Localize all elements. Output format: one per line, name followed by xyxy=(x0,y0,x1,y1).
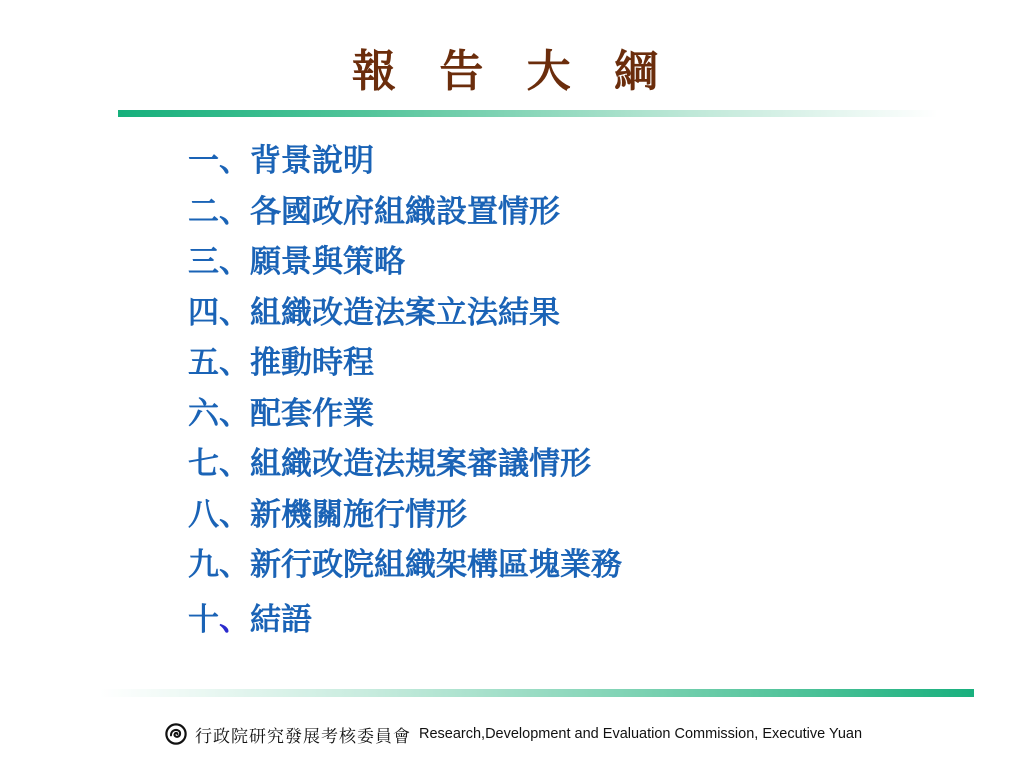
page-title: 報 告 大 綱 xyxy=(352,46,672,97)
outline-item xyxy=(188,288,622,339)
item-number: 三 xyxy=(188,244,219,280)
item-separator: 、 xyxy=(219,601,250,638)
outline-item xyxy=(188,540,622,591)
outline-item xyxy=(188,338,622,389)
outline-item xyxy=(188,187,622,238)
item-separator: 、 xyxy=(219,143,250,179)
item-text: 配套作業 xyxy=(250,395,374,432)
footer xyxy=(165,720,862,748)
item-number: 九 xyxy=(188,547,219,583)
item-separator: 、 xyxy=(219,395,250,432)
outline-item xyxy=(188,595,622,646)
item-text: 願景與策略 xyxy=(250,244,405,280)
item-separator: 、 xyxy=(219,294,250,331)
outline-item xyxy=(188,490,622,541)
item-separator: 、 xyxy=(219,446,250,482)
bottom-divider-bar xyxy=(100,689,974,697)
outline-item xyxy=(188,439,622,490)
top-divider-bar xyxy=(118,110,938,117)
outline-item xyxy=(188,389,622,440)
item-text: 推動時程 xyxy=(250,345,374,381)
item-separator: 、 xyxy=(219,496,250,533)
outline-item xyxy=(188,136,622,187)
item-number: 五 xyxy=(188,345,219,381)
item-text: 結語 xyxy=(250,601,312,638)
item-number: 二 xyxy=(188,193,219,230)
item-separator: 、 xyxy=(219,244,250,280)
item-text: 組織改造法案立法結果 xyxy=(250,294,560,331)
item-number: 七 xyxy=(188,446,219,482)
item-separator: 、 xyxy=(219,345,250,381)
item-text: 新行政院組織架構區塊業務 xyxy=(250,547,622,583)
outline-list xyxy=(188,136,622,645)
item-number: 八 xyxy=(188,496,219,533)
item-number: 四 xyxy=(188,294,219,331)
item-text: 新機關施行情形 xyxy=(250,496,467,533)
item-text: 背景說明 xyxy=(250,143,374,179)
item-separator: 、 xyxy=(219,547,250,583)
item-number: 十 xyxy=(188,601,219,638)
organization-name-chinese: 行政院研究發展考核委員會 xyxy=(195,726,411,747)
organization-name-english: Research,Development and Evaluation Commission, Executive Yuan xyxy=(419,726,863,742)
outline-item xyxy=(188,237,622,288)
item-separator: 、 xyxy=(219,193,250,230)
commission-logo-icon xyxy=(165,723,187,745)
item-number: 一 xyxy=(188,143,219,179)
item-number: 六 xyxy=(188,395,219,432)
item-text: 組織改造法規案審議情形 xyxy=(250,446,591,482)
item-text: 各國政府組織設置情形 xyxy=(250,193,560,230)
